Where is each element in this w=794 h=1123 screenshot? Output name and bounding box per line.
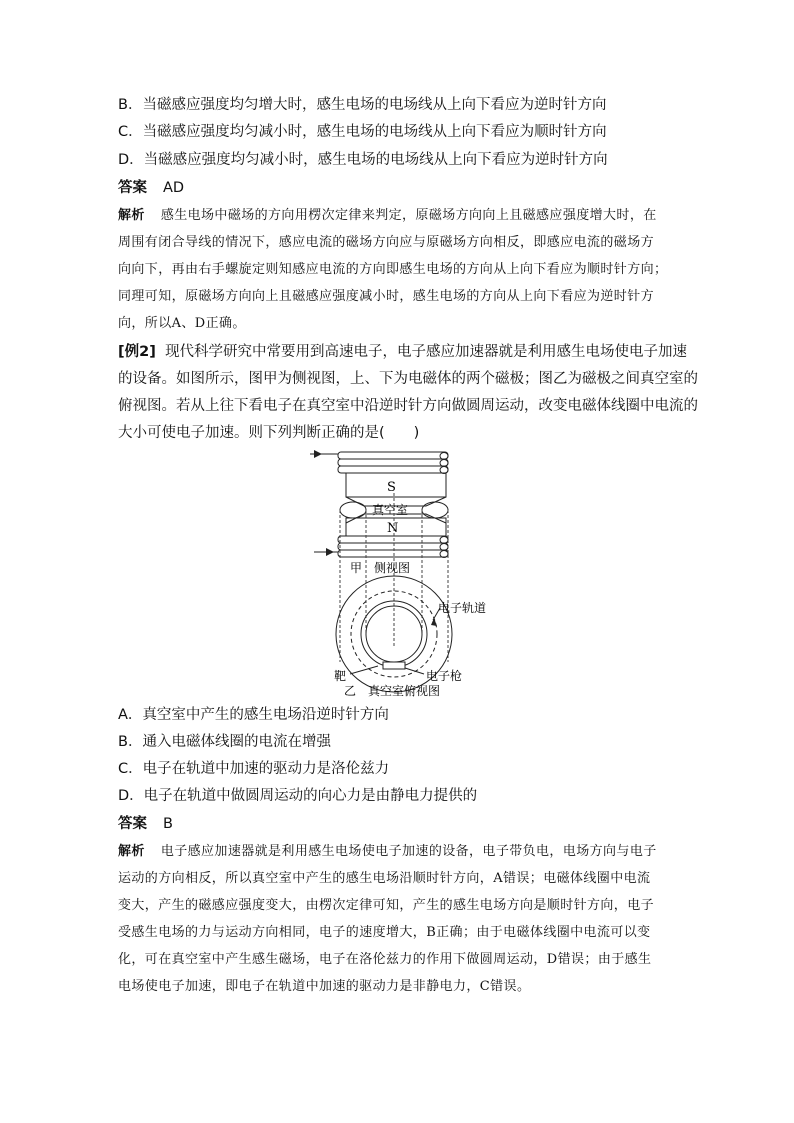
example2-explanation-line-3: 变大，产生的磁感应强度变大，由楞次定律可知，产生的感生电场方向是顺时针方向，电子 <box>118 898 655 913</box>
electron-gun-leader <box>405 668 424 674</box>
vacuum-chamber-left <box>340 502 366 518</box>
prev-option-d: D．当磁感应强度均匀减小时，感生电场的电场线从上向下看应为逆时针方向 <box>118 152 608 168</box>
example2-stem-line-4: 大小可使电子加速。则下列判断正确的是( ) <box>118 425 420 441</box>
example2-stem-line-2: 的设备。如图所示，图甲为侧视图，上、下为电磁体的两个磁极；图乙为磁极之间真空室的 <box>118 371 698 387</box>
prev-explanation-line-5: 向，所以A、D正确。 <box>118 316 246 331</box>
bottom-coil <box>314 536 448 558</box>
target-leader <box>350 666 378 674</box>
prev-explanation-line-4: 同理可知，原磁场方向向上且磁感应强度减小时，感生电场的方向从上向下看应为逆时针方 <box>118 289 655 304</box>
example2-stem-line-3: 俯视图。若从上往下看电子在真空室中沿逆时针方向做圆周运动，改变电磁体线圈中电流的 <box>118 398 698 414</box>
prev-option-b: B．当磁感应强度均匀增大时，感生电场的电场线从上向下看应为逆时针方向 <box>118 97 607 113</box>
example2-explanation-line-1: 解析 电子感应加速器就是利用感生电场使电子加速的设备，电子带负电，电场方向与电子 <box>118 844 657 859</box>
pole-s <box>346 473 446 497</box>
example2-answer-row <box>118 814 173 834</box>
electron-gun-label: 电子枪 <box>426 669 463 683</box>
pole-n-label: N <box>387 521 399 536</box>
example2-explanation-line-5: 化，可在真空室中产生感生磁场，电子在洛伦兹力的作用下做圆周运动，D错误；由于感生 <box>118 952 652 967</box>
answer-value: AD <box>163 180 185 196</box>
answer-label: 答案 <box>118 180 147 196</box>
top-view-caption: 乙 真空室俯视图 <box>344 684 441 698</box>
vacuum-chamber-right <box>422 502 448 518</box>
top-coil <box>310 452 448 474</box>
top-wire-arrow-icon <box>314 450 322 458</box>
prev-option-c: C．当磁感应强度均匀减小时，感生电场的电场线从上向下看应为顺时针方向 <box>118 124 607 140</box>
example2-explanation-line-6: 电场使电子加速，即电子在轨道中加速的驱动力是非静电力，C错误。 <box>118 979 531 994</box>
example2-stem-line-1: [例2] 现代科学研究中常要用到高速电子，电子感应加速器就是利用感生电场使电子加速 <box>118 344 688 360</box>
example2-option-b: B．通入电磁体线圈的电流在增强 <box>118 734 331 750</box>
explanation-label: 解析 <box>118 844 145 859</box>
example2-explanation-line-4: 受感生电场的力与运动方向相同，电子的速度增大，B正确；由于电磁体线圈中电流可以变 <box>118 925 651 940</box>
prev-answer-row <box>118 178 184 198</box>
prev-explanation-line-2: 周围有闭合导线的情况下，感应电流的磁场方向应与原磁场方向相反，即感应电流的磁场方 <box>118 235 655 250</box>
answer-value: B <box>163 816 173 832</box>
example2-option-a: A．真空室中产生的感生电场沿逆时针方向 <box>118 707 389 723</box>
target-label: 靶 <box>334 669 347 683</box>
prev-explanation-line-3: 向向下，再由右手螺旋定则知感应电流的方向即感生电场的方向从上向下看应为顺时针方向； <box>118 262 668 277</box>
example2-option-d: D．电子在轨道中做圆周运动的向心力是由静电力提供的 <box>118 788 478 804</box>
explanation-label: 解析 <box>118 208 145 223</box>
prev-explanation-line-1: 解析 感生电场中磁场的方向用楞次定律来判定，原磁场方向向上且磁感应强度增大时，在 <box>118 208 657 223</box>
bottom-wire-arrow-icon <box>326 548 334 556</box>
pole-s-label: S <box>387 480 396 495</box>
electron-orbit-label: 电子轨道 <box>438 601 487 615</box>
example2-option-c: C．电子在轨道中加速的驱动力是洛伦兹力 <box>118 761 390 777</box>
side-view-caption: 甲 侧视图 <box>350 561 411 575</box>
betatron-figure <box>300 448 500 700</box>
electron-gun <box>383 662 405 669</box>
vacuum-chamber-label: 真空室 <box>372 503 409 517</box>
answer-label: 答案 <box>118 816 147 832</box>
example2-explanation-line-2: 运动的方向相反，所以真空室中产生的感生电场沿顺时针方向，A错误；电磁体线圈中电流 <box>118 871 651 886</box>
example-tag: [例2] <box>118 344 156 360</box>
